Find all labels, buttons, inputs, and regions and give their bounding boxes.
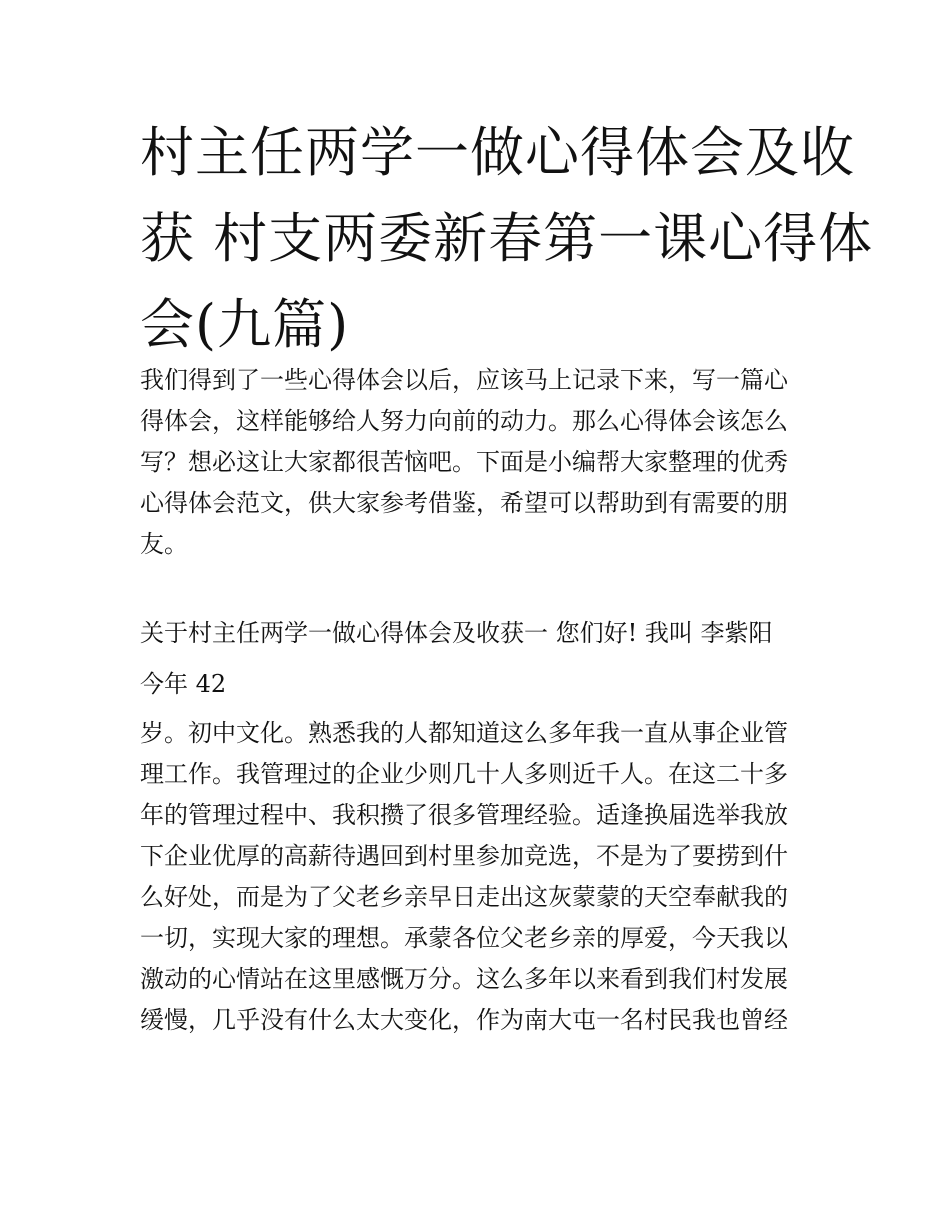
intro-line: 友。 — [140, 530, 188, 558]
title-line: 获 村支两委新春第一课心得体 — [140, 207, 874, 270]
intro-line: 我们得到了一些心得体会以后，应该马上记录下来，写一篇心 — [140, 366, 788, 394]
article-age-line — [140, 664, 820, 705]
intro-paragraph — [140, 360, 820, 565]
article-line: 激动的心情站在这里感慨万分。这么多年以来看到我们村发展 — [140, 965, 788, 993]
article-line: 岁。初中文化。熟悉我的人都知道这么多年我一直从事企业管 — [140, 719, 788, 747]
intro-line: 得体会，这样能够给人努力向前的动力。那么心得体会该怎么 — [140, 407, 788, 435]
article-heading-text: 关于村主任两学一做心得体会及收获一 您们好! 我叫 李紫阳 — [140, 619, 773, 647]
article-line: 年的管理过程中、我积攒了很多管理经验。适逢换届选举我放 — [140, 801, 788, 829]
document-title — [140, 110, 874, 368]
article-heading — [140, 613, 820, 654]
article-line: 缓慢，几乎没有什么太大变化，作为南大屯一名村民我也曾经 — [140, 1006, 788, 1034]
title-line: 村主任两学一做心得体会及收 — [140, 121, 855, 184]
title-line: 会(九篇) — [140, 293, 350, 356]
article-body-paragraph — [140, 713, 820, 1041]
article-age-text: 今年 42 — [140, 670, 227, 698]
article-line: 下企业优厚的高薪待遇回到村里参加竞选，不是为了要捞到什 — [140, 842, 788, 870]
article-line: 一切，实现大家的理想。承蒙各位父老乡亲的厚爱，今天我以 — [140, 924, 788, 952]
article-line: 理工作。我管理过的企业少则几十人多则近千人。在这二十多 — [140, 760, 788, 788]
article-line: 么好处，而是为了父老乡亲早日走出这灰蒙蒙的天空奉献我的 — [140, 883, 788, 911]
intro-line: 心得体会范文，供大家参考借鉴，希望可以帮助到有需要的朋 — [140, 489, 788, 517]
intro-line: 写？想必这让大家都很苦恼吧。下面是小编帮大家整理的优秀 — [140, 448, 788, 476]
